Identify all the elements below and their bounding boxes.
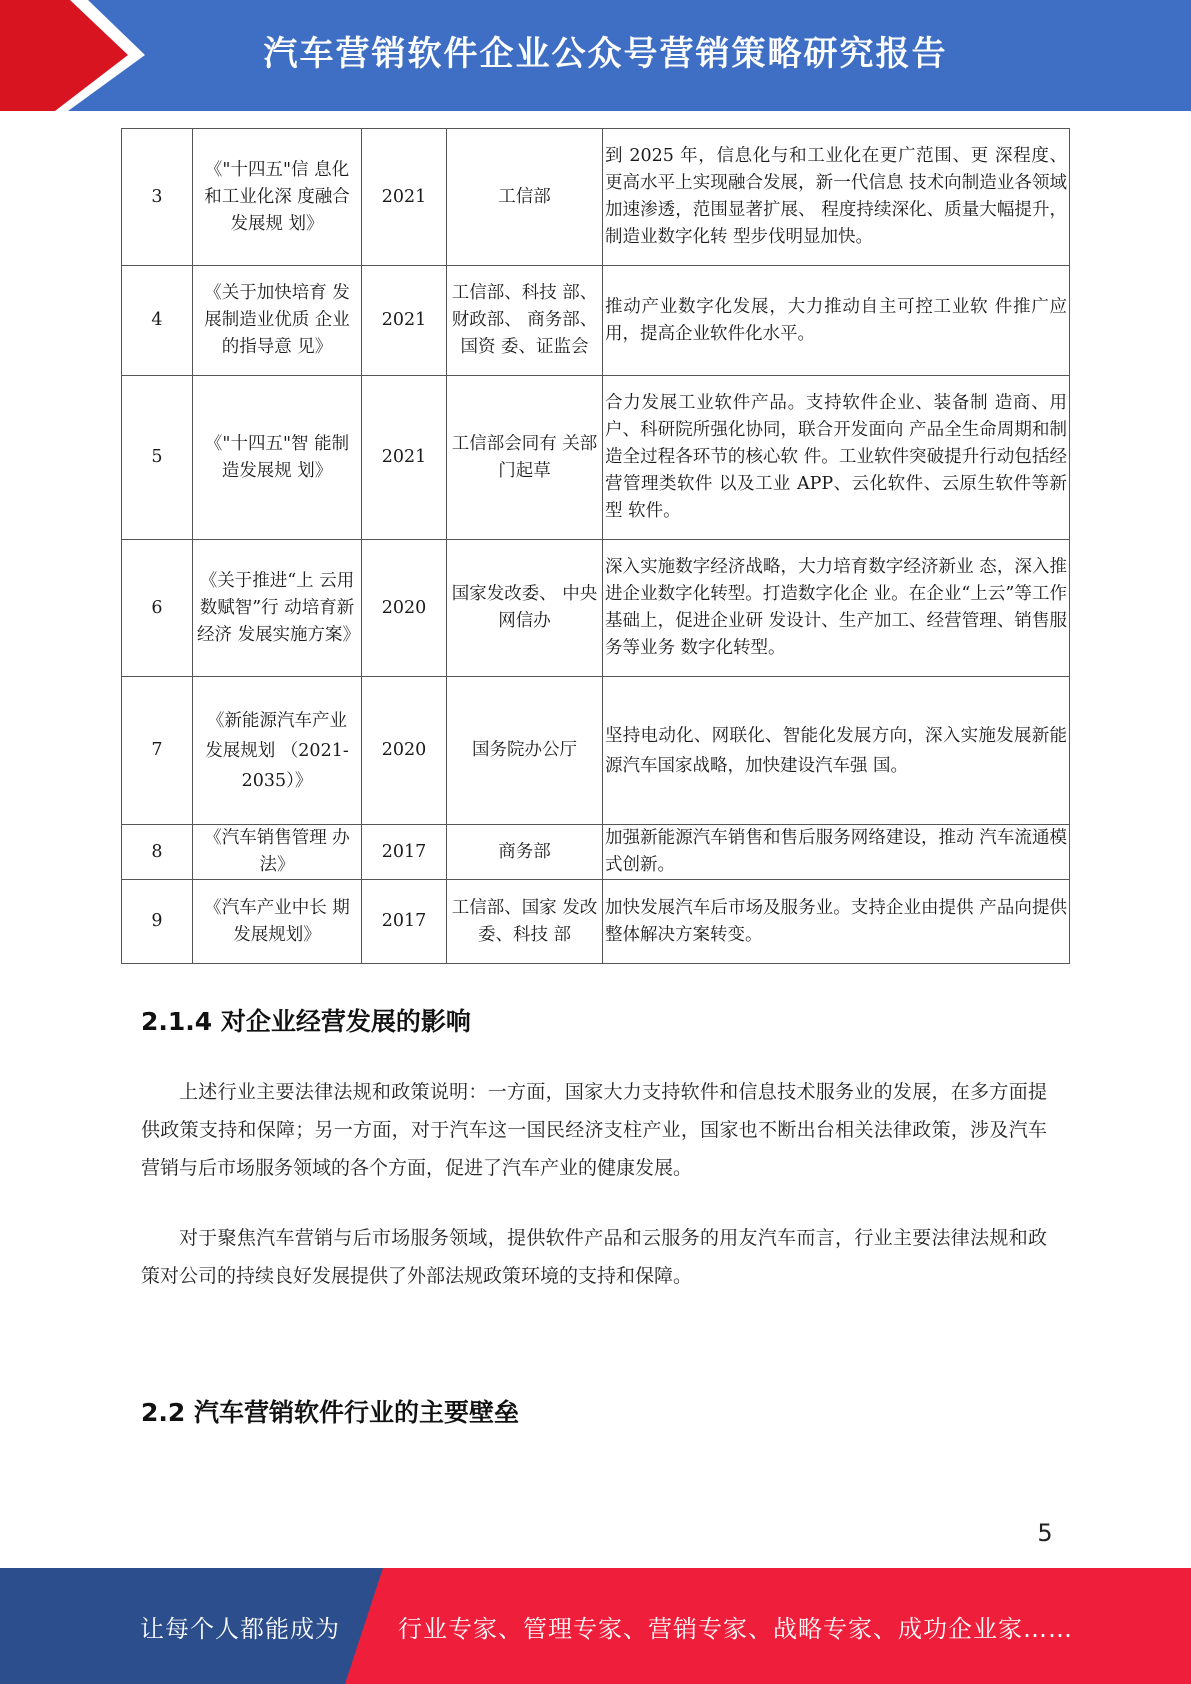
footer-slogan-left: 让每个人都能成为: [140, 1615, 340, 1643]
policy-year: 2017: [362, 825, 447, 880]
table-row: [122, 540, 1070, 677]
policy-content: 合力发展工业软件产品。支持软件企业、装备制 造商、用户、科研院所强化协同，联合开发面向 产品全生命周期和制造全过程各环节的核心软 件。工业软件突破提升行动包括经营管理类软件 以及工业 APP、云化软件、云原生软件等新型 软件。: [603, 376, 1070, 540]
policy-department: 工信部: [447, 129, 603, 266]
policy-name: 《新能源汽车产业 发展规划 （2021-2035）》: [193, 677, 362, 825]
row-number: 9: [122, 880, 193, 964]
policy-department: 工信部、科技 部、财政部、 商务部、国资 委、证监会: [447, 266, 603, 376]
footer-banner: [0, 1568, 1191, 1684]
table-row: [122, 677, 1070, 825]
row-number: 8: [122, 825, 193, 880]
policy-content: 深入实施数字经济战略，大力培育数字经济新业 态，深入推进企业数字化转型。打造数字化企 业。在企业“上云”等工作基础上，促进企业研 发设计、生产加工、经营管理、销售服务等业务 数字化转型。: [603, 540, 1070, 677]
policy-name: 《"十四五"信 息化和工业化深 度融合发展规 划》: [193, 129, 362, 266]
policy-table: [121, 128, 1070, 964]
table-row: [122, 376, 1070, 540]
policy-name: 《汽车销售管理 办法》: [193, 825, 362, 880]
row-number: 5: [122, 376, 193, 540]
table-row: [122, 266, 1070, 376]
table-row: [122, 129, 1070, 266]
policy-year: 2020: [362, 540, 447, 677]
policy-name: 《关于推进“上 云用数赋智”行 动培育新经济 发展实施方案》: [193, 540, 362, 677]
footer-slogan-right: 行业专家、管理专家、营销专家、战略专家、成功企业家……: [398, 1615, 1073, 1643]
policy-content: 到 2025 年，信息化与和工业化在更广范围、更 深程度、更高水平上实现融合发展，新一代信息 技术向制造业各领域加速渗透，范围显著扩展、 程度持续深化、质量大幅提升，制造业数字化转 型步伐明显加快。: [603, 129, 1070, 266]
policy-department: 国家发改委、 中央网信办: [447, 540, 603, 677]
section-heading-2-2: 2.2 汽车营销软件行业的主要壁垒: [141, 1398, 519, 1427]
row-number: 7: [122, 677, 193, 825]
policy-department: 工信部、国家 发改委、科技 部: [447, 880, 603, 964]
policy-name: 《汽车产业中长 期发展规划》: [193, 880, 362, 964]
header-banner: [0, 0, 1191, 111]
policy-department: 工信部会同有 关部门起草: [447, 376, 603, 540]
row-number: 6: [122, 540, 193, 677]
policy-name: 《"十四五"智 能制造发展规 划》: [193, 376, 362, 540]
policy-year: 2021: [362, 266, 447, 376]
policy-content: 加快发展汽车后市场及服务业。支持企业由提供 产品向提供整体解决方案转变。: [603, 880, 1070, 964]
policy-department: 国务院办公厅: [447, 677, 603, 825]
header-red-chevron: [0, 0, 150, 111]
policy-department: 商务部: [447, 825, 603, 880]
report-title: 汽车营销软件企业公众号营销策略研究报告: [263, 34, 948, 74]
table-row: [122, 880, 1070, 964]
body-paragraph: 上述行业主要法律法规和政策说明：一方面，国家大力支持软件和信息技术服务业的发展，在多方面提供政策支持和保障；另一方面，对于汽车这一国民经济支柱产业，国家也不断出台相关法律政策，涉及汽车营销与后市场服务领域的各个方面，促进了汽车产业的健康发展。: [141, 1081, 1047, 1179]
row-number: 3: [122, 129, 193, 266]
policy-content: 推动产业数字化发展，大力推动自主可控工业软 件推广应用，提高企业软件化水平。: [603, 266, 1070, 376]
policy-year: 2017: [362, 880, 447, 964]
policy-content: 加强新能源汽车销售和售后服务网络建设，推动 汽车流通模式创新。: [603, 825, 1070, 880]
table-row: [122, 825, 1070, 880]
body-paragraph: 对于聚焦汽车营销与后市场服务领域，提供软件产品和云服务的用友汽车而言，行业主要法律法规和政策对公司的持续良好发展提供了外部法规政策环境的支持和保障。: [141, 1227, 1047, 1287]
row-number: 4: [122, 266, 193, 376]
page-number: 5: [1037, 1519, 1053, 1547]
policy-name: 《关于加快培育 发展制造业优质 企业的指导意 见》: [193, 266, 362, 376]
policy-year: 2020: [362, 677, 447, 825]
policy-year: 2021: [362, 376, 447, 540]
section-heading-2-1-4: 2.1.4 对企业经营发展的影响: [141, 1007, 471, 1036]
policy-content: 坚持电动化、网联化、智能化发展方向，深入实施发展新能源汽车国家战略，加快建设汽车强 国。: [603, 677, 1070, 825]
policy-year: 2021: [362, 129, 447, 266]
